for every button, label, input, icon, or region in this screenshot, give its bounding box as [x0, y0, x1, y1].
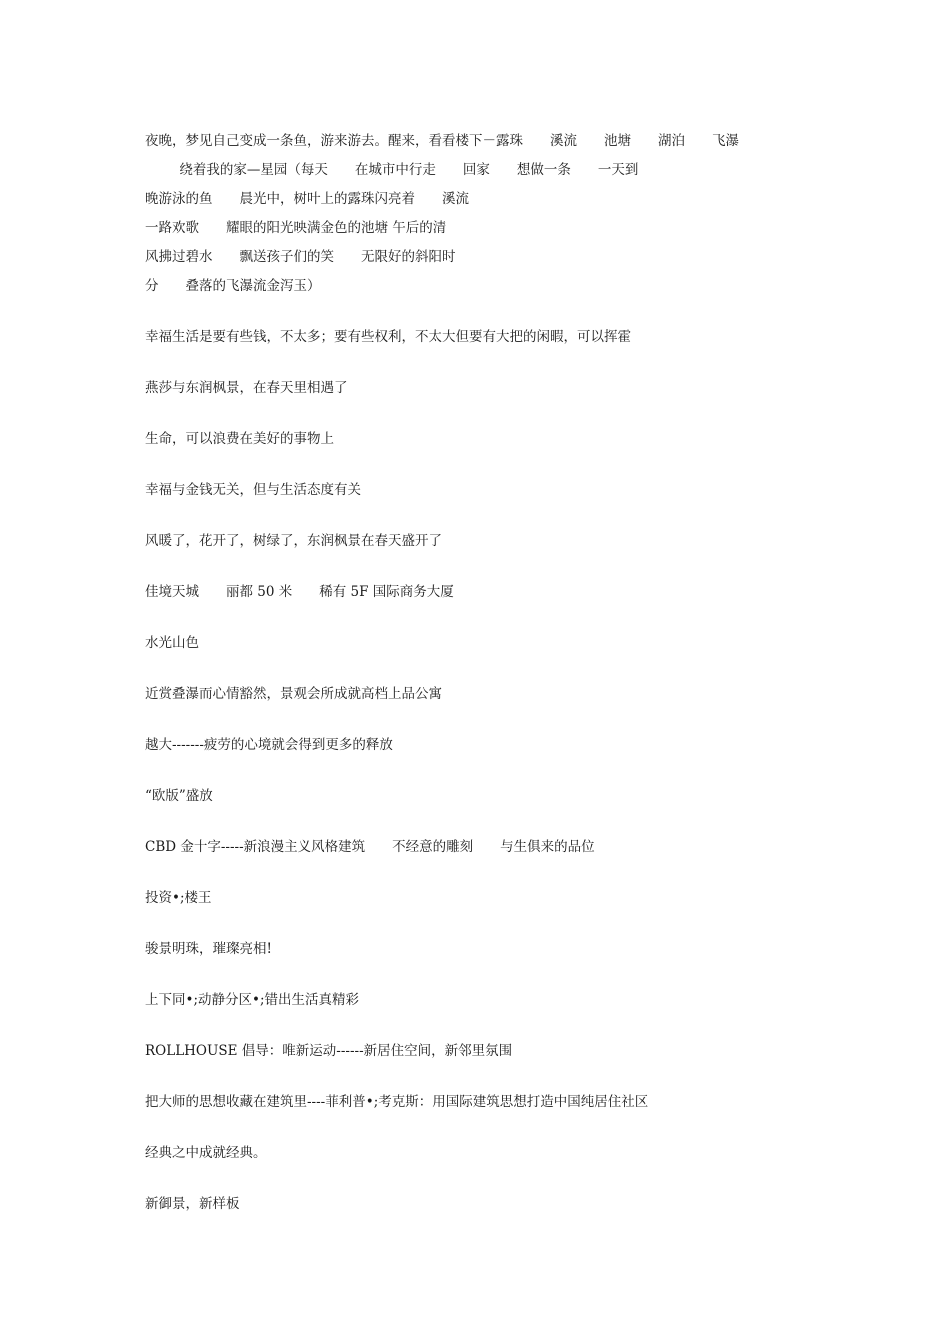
slogan-paragraph: 燕莎与东润枫景，在春天里相遇了: [145, 380, 348, 396]
slogan-paragraph: 投资•;楼王: [145, 890, 212, 906]
slogan-paragraph: 幸福与金钱无关，但与生活态度有关: [145, 482, 361, 498]
slogan-paragraph: 把大师的思想收藏在建筑里----菲利普•;考克斯：用国际建筑思想打造中国纯居住社区: [145, 1094, 649, 1110]
poem-line-5: 风拂过碧水 飘送孩子们的笑 无限好的斜阳时: [145, 249, 456, 265]
slogan-paragraph: “欧版”盛放: [145, 788, 213, 804]
slogan-paragraph: 上下同•;动静分区•;错出生活真精彩: [145, 992, 360, 1008]
slogan-paragraph: 水光山色: [145, 635, 199, 651]
slogan-paragraph: 生命，可以浪费在美好的事物上: [145, 431, 334, 447]
slogan-paragraph: ROLLHOUSE 倡导：唯新运动------新居住空间，新邻里氛围: [145, 1043, 513, 1059]
slogan-paragraph: 近赏叠瀑而心情豁然，景观会所成就高档上品公寓: [145, 686, 442, 702]
slogan-paragraph: 经典之中成就经典。: [145, 1145, 267, 1161]
slogan-paragraph: 新御景，新样板: [145, 1196, 240, 1212]
slogan-paragraph: 幸福生活是要有些钱，不太多；要有些权利，不太大但要有大把的闲暇，可以挥霍: [145, 329, 631, 345]
poem-line-6: 分 叠落的飞瀑流金泻玉）: [145, 278, 321, 294]
slogan-paragraph: 佳境天城 丽都 50 米 稀有 5F 国际商务大厦: [145, 584, 454, 600]
slogan-paragraph: 越大-------疲劳的心境就会得到更多的释放: [145, 737, 393, 753]
poem-line-1: 夜晚，梦见自己变成一条鱼，游来游去。醒来，看看楼下－露珠 溪流 池塘 湖泊 飞瀑: [145, 133, 739, 149]
slogan-paragraph: 风暖了，花开了，树绿了，东润枫景在春天盛开了: [145, 533, 442, 549]
poem-line-3: 晚游泳的鱼 晨光中，树叶上的露珠闪亮着 溪流: [145, 191, 469, 207]
poem-line-4: 一路欢歌 耀眼的阳光映满金色的池塘 午后的清: [145, 220, 447, 236]
poem-line-2: 绕着我的家—星园（每天 在城市中行走 回家 想做一条 一天到: [145, 162, 639, 178]
slogan-paragraph: 骏景明珠，璀璨亮相!: [145, 941, 272, 957]
slogan-paragraph: CBD 金十字-----新浪漫主义风格建筑 不经意的雕刻 与生俱来的品位: [145, 839, 595, 855]
